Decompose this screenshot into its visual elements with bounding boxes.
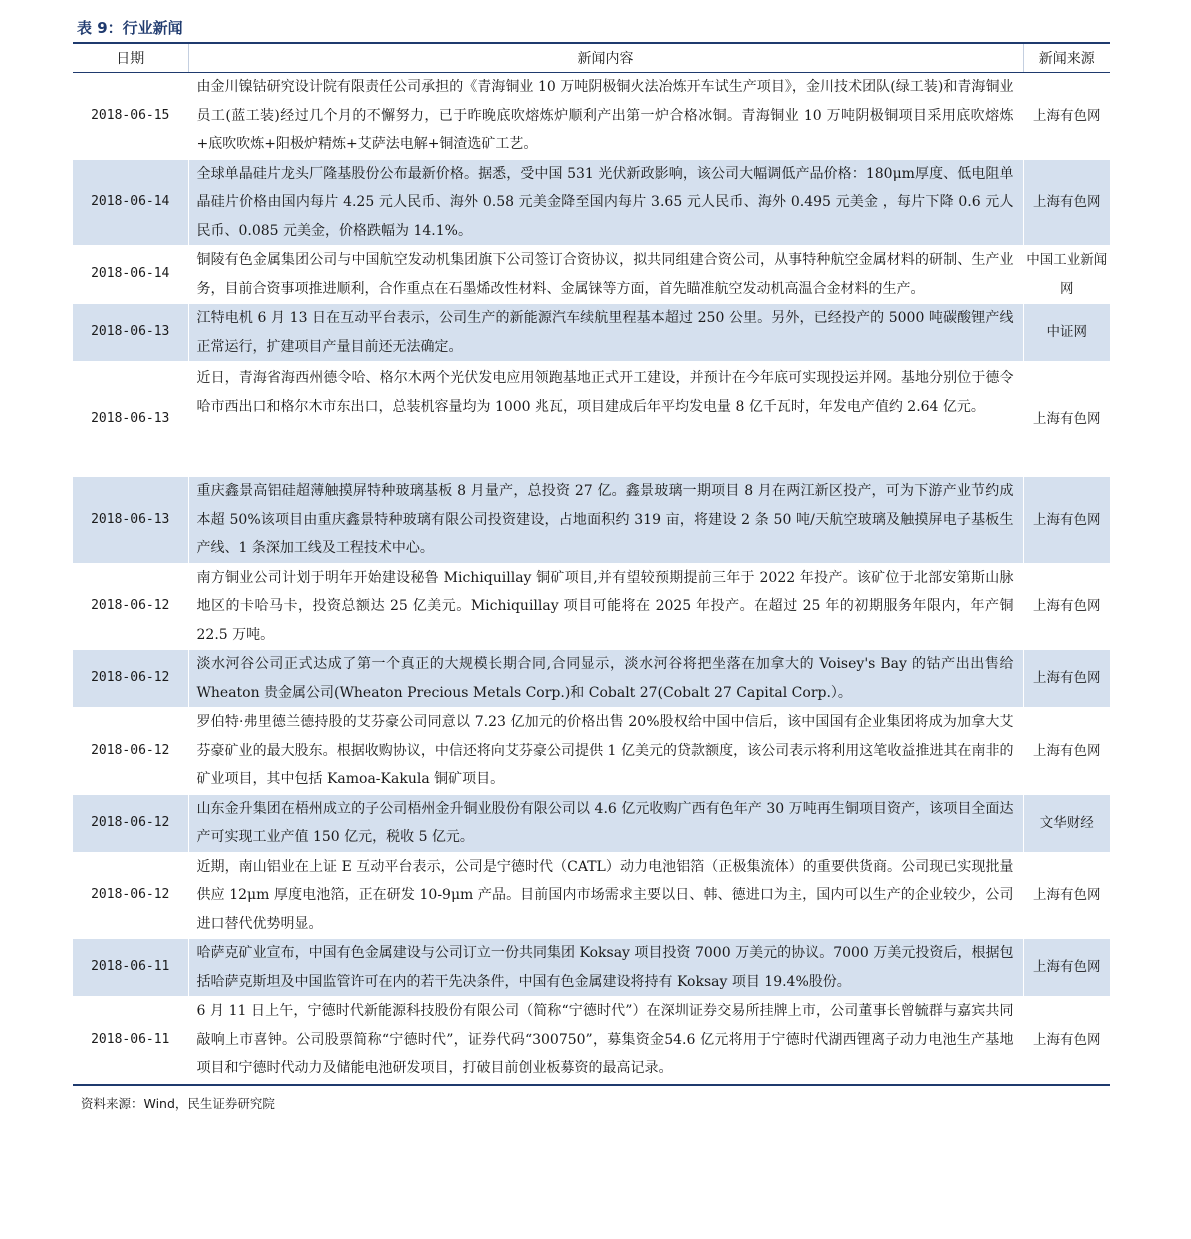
news-source: 上海有色网 xyxy=(1023,73,1110,160)
news-date: 2018-06-12 xyxy=(73,708,188,795)
news-content: 江特电机 6 月 13 日在互动平台表示，公司生产的新能源汽车续航里程基本超过 250 公里。另外，已经投产的 5000 吨碳酸锂产线正常运行，扩建项目产量目前还无法确定。 xyxy=(188,304,1023,362)
news-source: 上海有色网 xyxy=(1023,708,1110,795)
news-content: 淡水河谷公司正式达成了第一个真正的大规模长期合同,合同显示，淡水河谷将把坐落在加拿大的 Voisey's Bay 的钴产出出售给 Wheaton 贵金属公司(Wheaton Precious Metals Corp.)和 Cobalt 27(Cobalt 27 Capital Corp.）。 xyxy=(188,650,1023,708)
news-source: 中国工业新闻网 xyxy=(1023,246,1110,304)
news-source: 上海有色网 xyxy=(1023,852,1110,939)
bottom-rule xyxy=(73,1084,1110,1086)
table-row xyxy=(73,939,1110,997)
news-date: 2018-06-11 xyxy=(73,939,188,997)
table-row xyxy=(73,708,1110,795)
news-content: 铜陵有色金属集团公司与中国航空发动机集团旗下公司签订合资协议，拟共同组建合资公司，从事特种航空金属材料的研制、生产业务，目前合资事项推进顺利，合作重点在石墨烯改性材料、金属铼等方面，首先瞄准航空发动机高温合金材料的生产。 xyxy=(188,246,1023,304)
news-content: 全球单晶硅片龙头厂隆基股份公布最新价格。据悉，受中国 531 光伏新政影响，该公司大幅调低产品价格：180μm厚度、低电阻单晶硅片价格由国内每片 4.25 元人民币、海外 0.58 元美金降至国内每片 3.65 元人民币、海外 0.495 元美金 ，每片下降 0.6 元人民币、0.085 元美金，价格跌幅为 14.1%。 xyxy=(188,159,1023,246)
news-source: 上海有色网 xyxy=(1023,362,1110,477)
table-title: 表 9：行业新闻 xyxy=(77,19,183,37)
news-content: 6 月 11 日上午，宁德时代新能源科技股份有限公司（简称“宁德时代”）在深圳证券交易所挂牌上市，公司董事长曾毓群与嘉宾共同敲响上市喜钟。公司股票简称“宁德时代”，证券代码“300750”，募集资金54.6 亿元将用于宁德时代湖西锂离子动力电池生产基地项目和宁德时代动力及储能电池研发项目，打破目前创业板募资的最高记录。 xyxy=(188,997,1023,1084)
news-content: 近日，青海省海西州德令哈、格尔木两个光伏发电应用领跑基地正式开工建设，并预计在今年底可实现投运并网。基地分别位于德令哈市西出口和格尔木市东出口，总装机容量均为 1000 兆瓦，项目建成后年平均发电量 8 亿千瓦时，年发电产值约 2.64 亿元。 xyxy=(188,362,1023,477)
news-content: 罗伯特·弗里德兰德持股的艾芬豪公司同意以 7.23 亿加元的价格出售 20%股权给中国中信后，该中国国有企业集团将成为加拿大艾芬豪矿业的最大股东。根据收购协议，中信还将向艾芬豪公司提供 1 亿美元的贷款额度，该公司表示将利用这笔收益推进其在南非的矿业项目，其中包括 Kamoa-Kakula 铜矿项目。 xyxy=(188,708,1023,795)
news-date: 2018-06-12 xyxy=(73,852,188,939)
table-body xyxy=(73,73,1110,1084)
table-row xyxy=(73,477,1110,564)
news-date: 2018-06-14 xyxy=(73,246,188,304)
news-source: 文华财经 xyxy=(1023,794,1110,852)
table-row xyxy=(73,794,1110,852)
header-row xyxy=(73,44,1110,73)
news-source: 上海有色网 xyxy=(1023,563,1110,650)
news-source: 上海有色网 xyxy=(1023,939,1110,997)
header-content: 新闻内容 xyxy=(188,44,1023,73)
header-date: 日期 xyxy=(73,44,188,73)
table-row xyxy=(73,362,1110,477)
news-content: 山东金升集团在梧州成立的子公司梧州金升铜业股份有限公司以 4.6 亿元收购广西有色年产 30 万吨再生铜项目资产，该项目全面达产可实现工业产值 150 亿元，税收 5 亿元。 xyxy=(188,794,1023,852)
news-table-section xyxy=(73,14,1110,1112)
news-source: 中证网 xyxy=(1023,304,1110,362)
news-date: 2018-06-12 xyxy=(73,794,188,852)
news-date: 2018-06-13 xyxy=(73,477,188,564)
news-date: 2018-06-12 xyxy=(73,650,188,708)
news-content: 由金川镍钴研究设计院有限责任公司承担的《青海铜业 10 万吨阴极铜火法冶炼开车试生产项目》，金川技术团队(绿工装)和青海铜业员工(蓝工装)经过几个月的不懈努力，已于昨晚底吹熔炼炉顺利产出第一炉合格冰铜。青海铜业 10 万吨阴极铜项目采用底吹熔炼+底吹吹炼+阳极炉精炼+艾萨法电解+铜渣选矿工艺。 xyxy=(188,73,1023,160)
news-content: 重庆鑫景高铝硅超薄触摸屏特种玻璃基板 8 月量产，总投资 27 亿。鑫景玻璃一期项目 8 月在两江新区投产，可为下游产业节约成本超 50%该项目由重庆鑫景特种玻璃有限公司投资建设，占地面积约 319 亩，将建设 2 条 50 吨/天航空玻璃及触摸屏电子基板生产线、1 条深加工线及工程技术中心。 xyxy=(188,477,1023,564)
table-row xyxy=(73,304,1110,362)
news-content: 南方铜业公司计划于明年开始建设秘鲁 Michiquillay 铜矿项目,并有望较预期提前三年于 2022 年投产。该矿位于北部安第斯山脉地区的卡哈马卡，投资总额达 25 亿美元。Michiquillay 项目可能将在 2025 年投产。在超过 25 年的初期服务年限内，年产铜 22.5 万吨。 xyxy=(188,563,1023,650)
news-table xyxy=(73,44,1110,1084)
news-source: 上海有色网 xyxy=(1023,997,1110,1084)
table-row xyxy=(73,159,1110,246)
source-footnote: 资料来源：Wind，民生证券研究院 xyxy=(81,1095,275,1111)
header-source: 新闻来源 xyxy=(1023,44,1110,73)
news-date: 2018-06-13 xyxy=(73,362,188,477)
news-date: 2018-06-12 xyxy=(73,563,188,650)
news-content: 近期，南山铝业在上证 E 互动平台表示，公司是宁德时代（CATL）动力电池铝箔（正极集流体）的重要供货商。公司现已实现批量供应 12μm 厚度电池箔，正在研发 10-9μm 产品。目前国内市场需求主要以日、韩、德进口为主，国内可以生产的企业较少，公司进口替代优势明显。 xyxy=(188,852,1023,939)
news-source: 上海有色网 xyxy=(1023,650,1110,708)
news-source: 上海有色网 xyxy=(1023,159,1110,246)
news-content: 哈萨克矿业宣布，中国有色金属建设与公司订立一份共同集团 Koksay 项目投资 7000 万美元的协议。7000 万美元投资后，根据包括哈萨克斯坦及中国监管许可在内的若干先决条件，中国有色金属建设将持有 Koksay 项目 19.4%股份。 xyxy=(188,939,1023,997)
table-row xyxy=(73,997,1110,1084)
table-row xyxy=(73,650,1110,708)
news-date: 2018-06-13 xyxy=(73,304,188,362)
table-row xyxy=(73,563,1110,650)
table-row xyxy=(73,73,1110,160)
news-date: 2018-06-11 xyxy=(73,997,188,1084)
news-date: 2018-06-14 xyxy=(73,159,188,246)
table-row xyxy=(73,852,1110,939)
news-source: 上海有色网 xyxy=(1023,477,1110,564)
news-date: 2018-06-15 xyxy=(73,73,188,160)
table-row xyxy=(73,246,1110,304)
